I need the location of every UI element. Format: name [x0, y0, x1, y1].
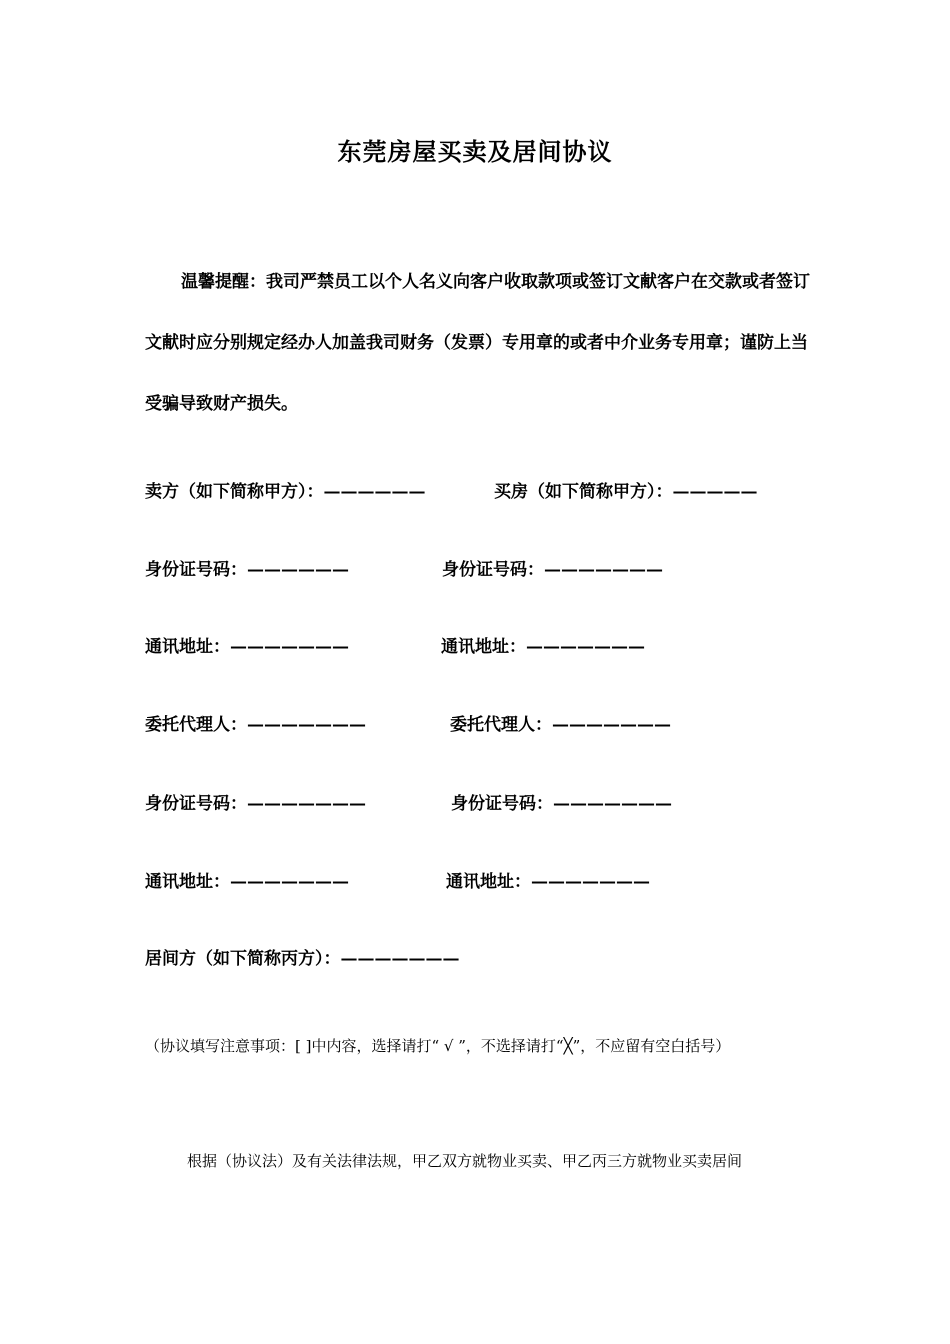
- seller-agent-address-field: 通讯地址：———————: [145, 872, 349, 892]
- buyer-field: 买房（如下简称甲方）：—————: [494, 482, 758, 502]
- buyer-address-field: 通讯地址：———————: [441, 637, 645, 657]
- page-title: 东莞房屋买卖及居间协议: [337, 137, 613, 166]
- buyer-agent-address-field: 通讯地址：———————: [446, 872, 650, 892]
- buyer-agent-id-field: 身份证号码：———————: [451, 794, 672, 814]
- seller-id-field: 身份证号码：——————: [145, 560, 349, 580]
- seller-field: 卖方（如下简称甲方）：——————: [145, 482, 426, 502]
- agreement-body-start: 根据（协议法）及有关法律法规，甲乙双方就物业买卖、甲乙丙三方就物业买卖居间: [187, 1152, 743, 1170]
- warning-notice: 温馨提醒：我司严禁员工以个人名义向客户收取款项或签订文献客户在交款或者签订文献时应分别规定经办人加盖我司财务（发票）专用章的或者中介业务专用章；谨防上当受骗导致财产损失。: [145, 272, 810, 414]
- buyer-agent-field: 委托代理人：———————: [450, 715, 671, 735]
- seller-agent-field: 委托代理人：———————: [145, 715, 366, 735]
- fill-instructions: （协议填写注意事项：[ ]中内容，选择请打“ √ ”，不选择请打“╳”，不应留有空白括号）: [145, 1037, 731, 1055]
- seller-address-field: 通讯地址：———————: [145, 637, 349, 657]
- intermediary-field: 居间方（如下简称丙方）：———————: [145, 949, 460, 969]
- seller-agent-id-field: 身份证号码：———————: [145, 794, 366, 814]
- buyer-id-field: 身份证号码：———————: [442, 560, 663, 580]
